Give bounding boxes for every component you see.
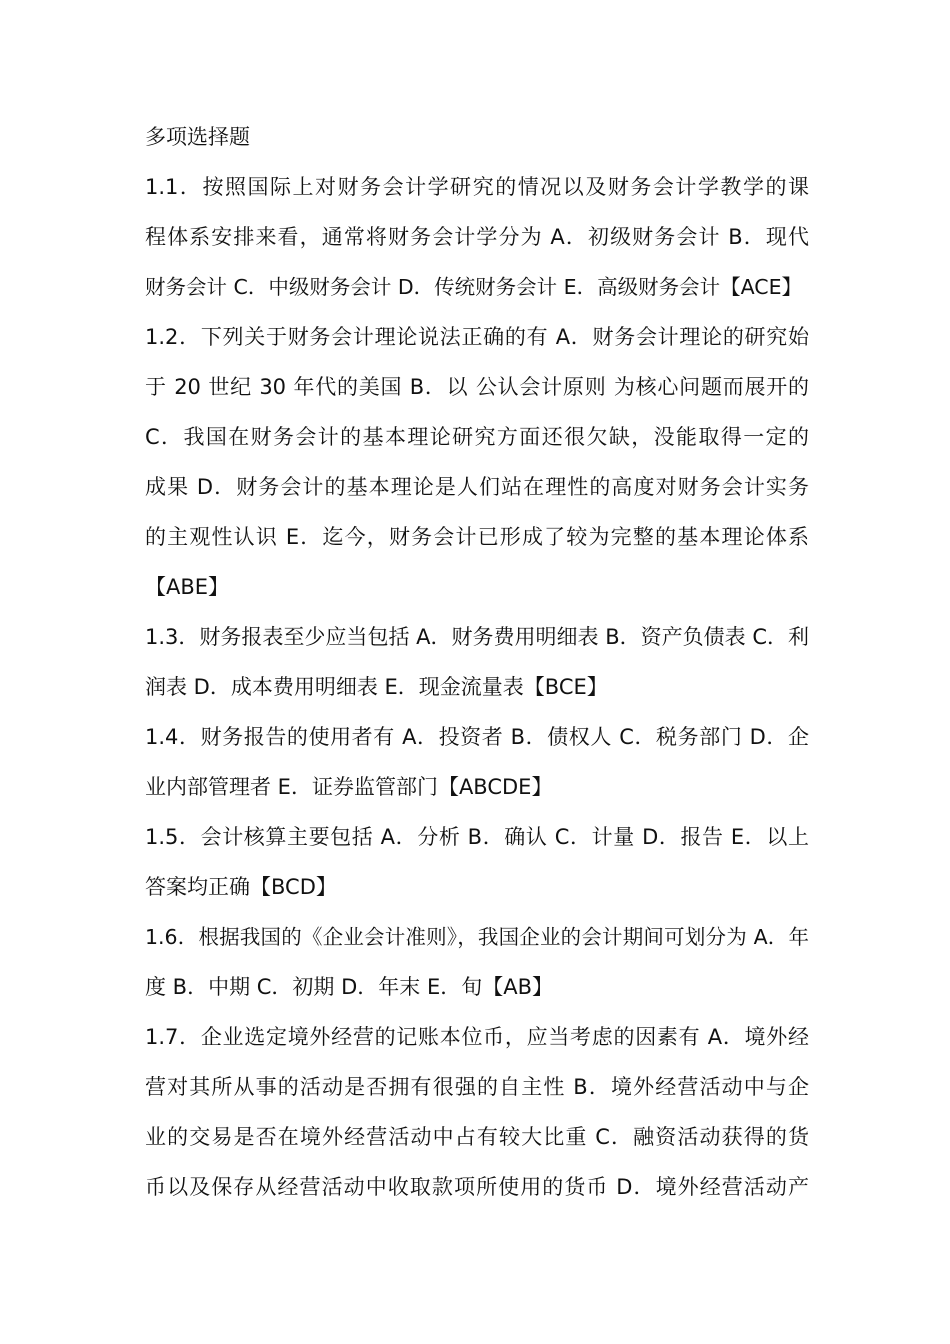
text-line: 1.4．财务报告的使用者有 A．投资者 B．债权人 C．税务部门 D．企 xyxy=(145,725,809,749)
text-line: 成果 D．财务会计的基本理论是人们站在理性的高度对财务会计实务 xyxy=(145,475,809,499)
text-line: 业内部管理者 E．证券监管部门【ABCDE】 xyxy=(145,775,553,799)
text-line: 1.5．会计核算主要包括 A．分析 B．确认 C．计量 D．报告 E．以上 xyxy=(145,825,809,849)
text-line: 程体系安排来看，通常将财务会计学分为 A．初级财务会计 B．现代 xyxy=(145,225,809,249)
text-line: 润表 D．成本费用明细表 E．现金流量表【BCE】 xyxy=(145,675,608,699)
text-line: 于 20 世纪 30 年代的美国 B．以 公认会计原则 为核心问题而展开的 xyxy=(145,375,809,399)
question-1-7 xyxy=(145,1012,809,1212)
question-1-4 xyxy=(145,712,809,812)
question-1-1 xyxy=(145,162,809,312)
question-1-6 xyxy=(145,912,809,1012)
text-line: 答案均正确【BCD】 xyxy=(145,875,337,899)
document-page xyxy=(145,112,809,1212)
text-line: C．我国在财务会计的基本理论研究方面还很欠缺，没能取得一定的 xyxy=(145,425,809,449)
text-line: 度 B．中期 C．初期 D．年末 E．旬【AB】 xyxy=(145,975,553,999)
text-line: 的主观性认识 E．迄今，财务会计已形成了较为完整的基本理论体系 xyxy=(145,525,809,549)
text-line: 1.3．财务报表至少应当包括 A．财务费用明细表 B．资产负债表 C．利 xyxy=(145,625,809,649)
text-line: 营对其所从事的活动是否拥有很强的自主性 B．境外经营活动中与企 xyxy=(145,1075,809,1099)
question-1-5 xyxy=(145,812,809,912)
text-line: 财务会计 C．中级财务会计 D．传统财务会计 E．高级财务会计【ACE】 xyxy=(145,275,803,299)
text-line: 【ABE】 xyxy=(145,575,230,599)
text-line: 1.6．根据我国的《企业会计准则》，我国企业的会计期间可划分为 A．年 xyxy=(145,925,809,949)
text-line: 币以及保存从经营活动中收取款项所使用的货币 D．境外经营活动产 xyxy=(145,1175,809,1199)
text-line: 1.1．按照国际上对财务会计学研究的情况以及财务会计学教学的课 xyxy=(145,175,809,199)
text-line: 1.2．下列关于财务会计理论说法正确的有 A．财务会计理论的研究始 xyxy=(145,325,809,349)
text-line: 业的交易是否在境外经营活动中占有较大比重 C．融资活动获得的货 xyxy=(145,1125,809,1149)
text-line: 1.7．企业选定境外经营的记账本位币，应当考虑的因素有 A．境外经 xyxy=(145,1025,809,1049)
section-heading: 多项选择题 xyxy=(145,125,250,149)
question-1-2 xyxy=(145,312,809,612)
question-1-3 xyxy=(145,612,809,712)
